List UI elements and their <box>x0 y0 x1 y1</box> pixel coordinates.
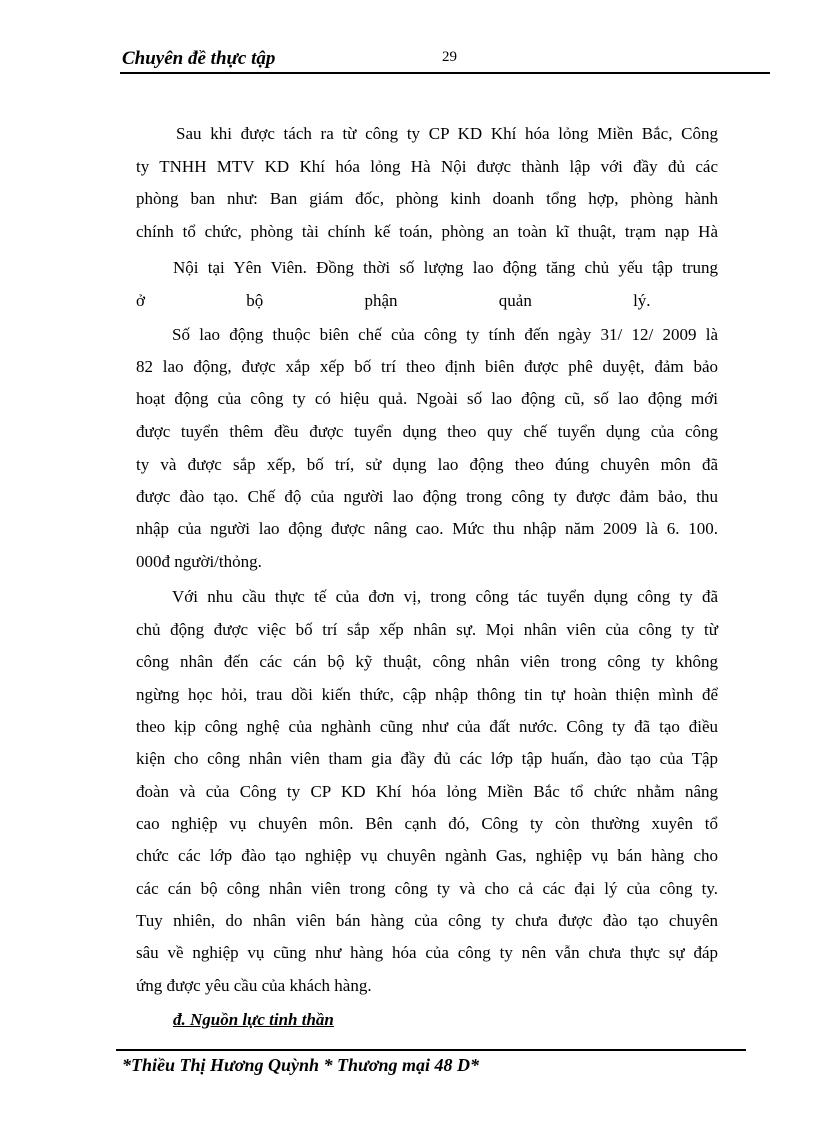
paragraph-line: ngừng học hỏi, trau dồi kiến thức, cập nhập thông tin tự hoàn thiện mình để <box>136 685 718 704</box>
footer-text: *Thiều Thị Hương Quỳnh * Thương mại 48 D* <box>122 1055 479 1075</box>
paragraph-line: nhập của người lao động được nâng cao. Mức thu nhập năm 2009 là 6. 100. <box>136 519 718 538</box>
paragraph-line: hoạt động của công ty có hiệu quả. Ngoài số lao động cũ, số lao động mới <box>136 389 718 408</box>
paragraph-line: chính tổ chức, phòng tài chính kế toán, phòng an toàn kĩ thuật, trạm nạp Hà <box>136 222 718 241</box>
paragraph-line: công nhân đến các cán bộ kỹ thuật, công nhân viên trong công ty không <box>136 652 718 671</box>
paragraph-line: 82 lao động, được xắp xếp bố trí theo định biên được phê duyệt, đảm bảo <box>136 357 718 376</box>
paragraph-line: ty và được sắp xếp, bố trí, sử dụng lao động theo đúng chuyên môn đã <box>136 455 718 474</box>
paragraph-line: theo kịp công nghệ của nghành cũng như của đất nước. Công ty đã tạo điều <box>136 717 718 736</box>
paragraph-line: Với nhu cầu thực tế của đơn vị, trong công tác tuyển dụng công ty đã <box>172 587 718 606</box>
section-heading: đ. Nguồn lực tinh thần <box>173 1010 334 1029</box>
paragraph-line: Sau khi được tách ra từ công ty CP KD Khí hóa lỏng Miền Bắc, Công <box>176 124 718 143</box>
paragraph-line: Số lao động thuộc biên chế của công ty tính đến ngày 31/ 12/ 2009 là <box>172 325 718 344</box>
paragraph-line: phòng ban như: Ban giám đốc, phòng kinh doanh tổng hợp, phòng hành <box>136 189 718 208</box>
paragraph-line: cao nghiệp vụ chuyên môn. Bên cạnh đó, Công ty còn thường xuyên tổ <box>136 814 718 833</box>
header-divider <box>120 72 770 74</box>
paragraph-line: 000đ người/thỏng. <box>136 552 262 571</box>
paragraph-line: các cán bộ công nhân viên trong công ty và cho cả các đại lý của công ty. <box>136 879 718 898</box>
header-title: Chuyên đề thực tập <box>122 48 276 69</box>
paragraph-line: được tuyển thêm đều được tuyển dụng theo quy chế tuyển dụng của công <box>136 422 718 441</box>
paragraph-line: chủ động được việc bố trí sắp xếp nhân sự. Mọi nhân viên của công ty từ <box>136 620 718 639</box>
paragraph-line: Nội tại Yên Viên. Đồng thời số lượng lao động tăng chủ yếu tập trung <box>173 258 718 277</box>
paragraph-line: Tuy nhiên, do nhân viên bán hàng của công ty chưa được đào tạo chuyên <box>136 911 718 930</box>
paragraph-line: ứng được yêu cầu của khách hàng. <box>136 976 372 995</box>
paragraph-line: được đào tạo. Chế độ của người lao động trong công ty được đảm bảo, thu <box>136 487 718 506</box>
paragraph-line: đoàn và của Công ty CP KD Khí hóa lỏng Miền Bắc tổ chức nhằm nâng <box>136 782 718 801</box>
paragraph-line: ty TNHH MTV KD Khí hóa lỏng Hà Nội được thành lập với đầy đủ các <box>136 157 718 176</box>
paragraph-line: chức các lớp đào tạo nghiệp vụ chuyên ngành Gas, nghiệp vụ bán hàng cho <box>136 846 718 865</box>
page-number: 29 <box>442 49 457 65</box>
paragraph-line: sâu về nghiệp vụ cũng như hàng hóa của công ty nên vẫn chưa thực sự đáp <box>136 943 718 962</box>
paragraph-line: ở bộ phận quản lý. <box>136 291 651 310</box>
footer-divider <box>116 1049 746 1051</box>
paragraph-line: kiện cho công nhân viên tham gia đầy đủ các lớp tập huấn, đào tạo của Tập <box>136 749 718 768</box>
